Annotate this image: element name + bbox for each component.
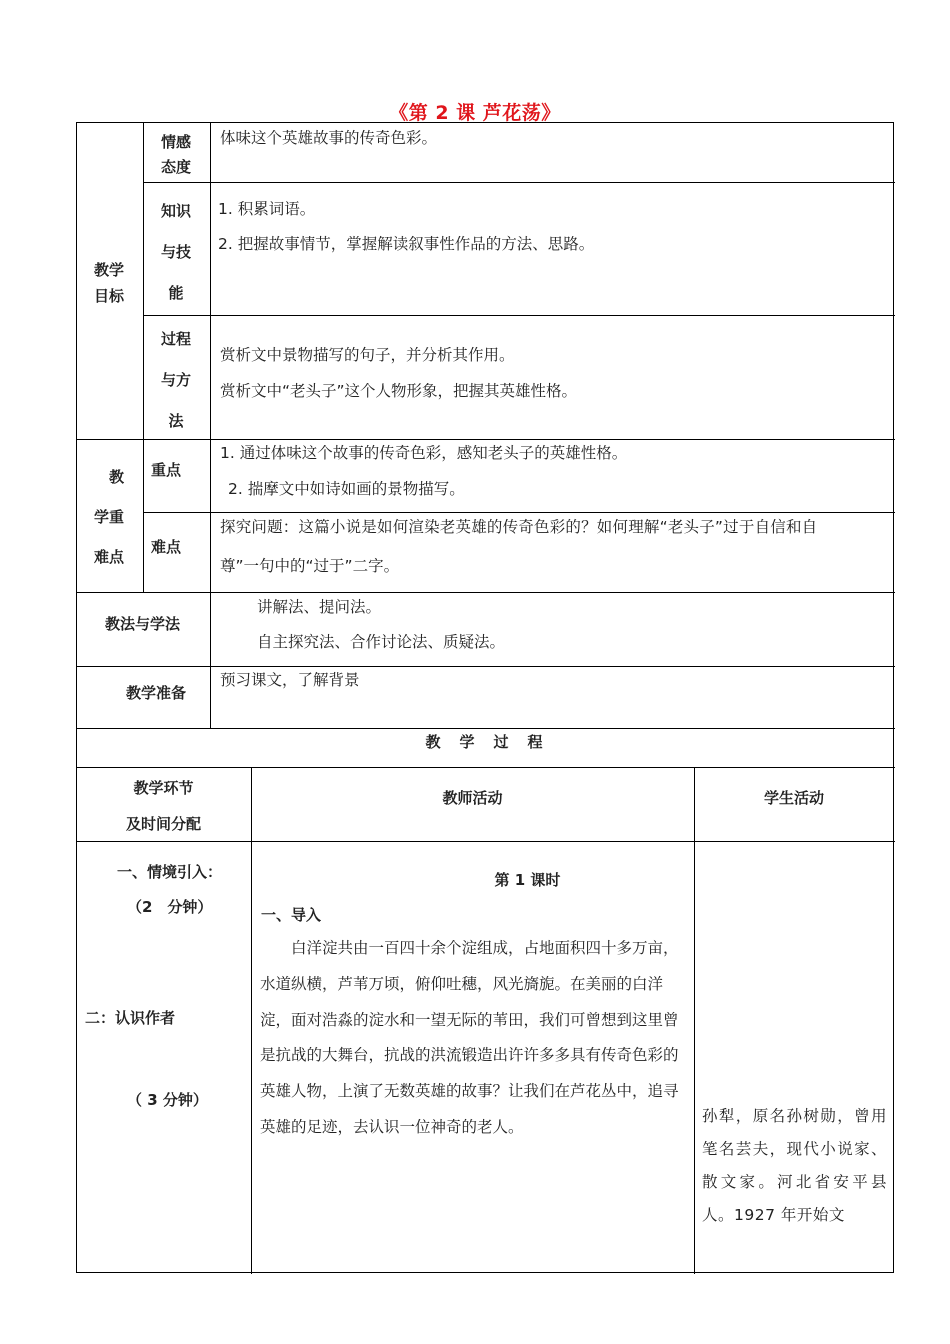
focus-label: 重点: [151, 461, 182, 479]
methods-label: 教法与学法: [104, 615, 180, 633]
preparation-content: 预习课文，了解背景: [220, 671, 360, 689]
stage-author: 二：认识作者: [85, 1009, 176, 1027]
stage-column-header: 教学环节 及时间分配: [125, 779, 201, 833]
methods-item-2: 自主探究法、合作讨论法、质疑法。: [257, 633, 506, 651]
knowledge-item-2: 2. 把握故事情节，掌握解读叙事性作品的方法、思路。: [218, 235, 595, 253]
knowledge-item-1: 1. 积累词语。: [218, 200, 316, 218]
methods-item-1: 讲解法、提问法。: [257, 598, 382, 616]
emotion-label: 情感 态度: [160, 133, 191, 176]
stage-intro-time: （2 分钟）: [127, 898, 213, 916]
difficulty-label: 难点: [151, 538, 182, 556]
process-item-1: 赏析文中景物描写的句子，并分析其作用。: [220, 346, 515, 364]
author-intro: 孙犁，原名孙树勋，曾用笔名芸夫，现代小说家、散文家。河北省安平县人。1927 年开始文: [702, 1107, 887, 1224]
intro-paragraph: 白洋淀共由一百四十余个淀组成，占地面积四十多万亩，水道纵横，芦苇万顷，俯仰吐穗，风光旖旎。在美丽的白洋淀，面对浩淼的淀水和一望无际的苇田，我们可曾想到这里曾是抗战的大舞台，抗战的洪流锻造出许许多多具有传奇色彩的英雄人物，上演了无数英雄的故事？让我们在芦花丛中，追寻英雄的足迹，去认识一位神奇的老人。: [260, 939, 679, 1136]
process-label: 过程 与方 法: [160, 330, 191, 430]
focus-item-2: 2. 揣摩文中如诗如画的景物描写。: [228, 480, 465, 498]
teacher-column-header: 教师活动: [442, 789, 503, 807]
stage-intro: 一、情境引入：: [117, 863, 223, 881]
key-points-header: 教 学重 难点: [94, 468, 125, 566]
difficulty-line-2: 尊”一句中的“过于”二字。: [220, 557, 400, 575]
page-title: 《第 2 课 芦花荡》: [389, 102, 561, 124]
lesson-number: 第 1 课时: [494, 871, 561, 889]
stage-author-time: （ 3 分钟）: [127, 1091, 208, 1109]
preparation-label: 教学准备: [125, 684, 186, 702]
emotion-content: 体味这个英雄故事的传奇色彩。: [220, 129, 438, 147]
student-column-header: 学生活动: [763, 789, 824, 807]
process-title: 教 学 过 程: [425, 733, 545, 751]
difficulty-line-1: 探究问题：这篇小说是如何渲染老英雄的传奇色彩的？如何理解“老头子”过于自信和自: [220, 518, 818, 536]
focus-item-1: 1. 通过体味这个故事的传奇色彩，感知老头子的英雄性格。: [220, 444, 628, 462]
section-heading: 一、导入: [261, 906, 322, 924]
process-item-2: 赏析文中“老头子”这个人物形象，把握其英雄性格。: [220, 382, 578, 400]
knowledge-label: 知识 与技 能: [160, 202, 191, 302]
objectives-header: 教学 目标: [93, 261, 124, 305]
